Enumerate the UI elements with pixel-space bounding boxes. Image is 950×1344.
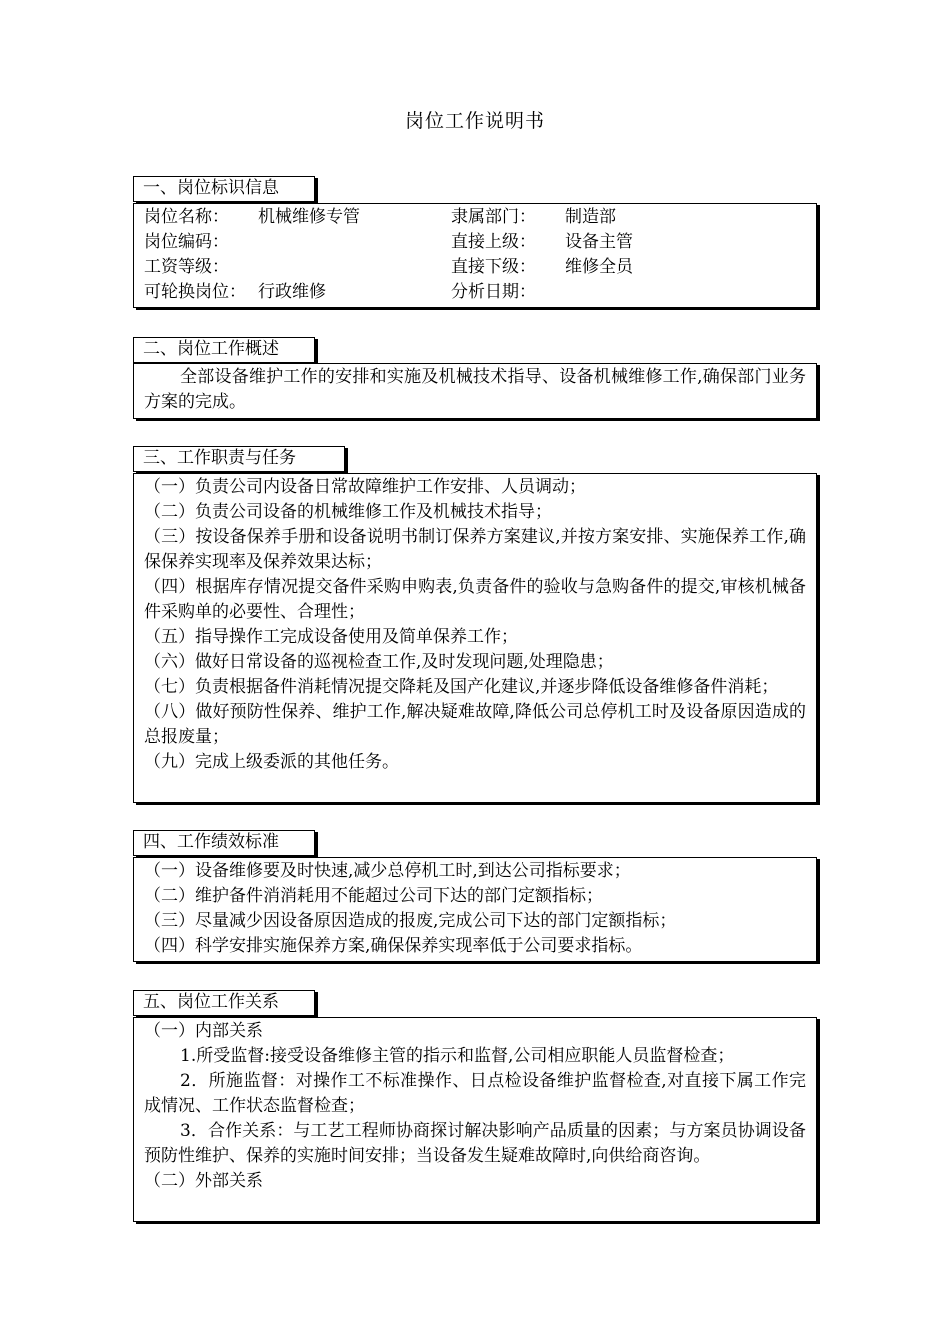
relation-item: 2．所施监督：对操作工不标准操作、日点检设备维护监督检查,对直接下属工作完成情况、工作状态监督检查； xyxy=(144,1071,806,1116)
info-key: 工资等级： xyxy=(144,257,229,277)
standard-item: （四）科学安排实施保养方案,确保保养实现率低于公司要求指标。 xyxy=(144,936,643,956)
duty-item: （六）做好日常设备的巡视检查工作,及时发现问题,处理隐患； xyxy=(144,652,614,672)
duty-item: （一）负责公司内设备日常故障维护工作安排、人员调动； xyxy=(144,477,586,497)
duty-item: （四）根据库存情况提交备件采购申购表,负责备件的验收与急购备件的提交,审核机械备件采购单的必要性、合理性； xyxy=(144,577,806,622)
section-2-heading: 二、岗位工作概述 xyxy=(133,337,315,363)
section-2-body xyxy=(133,363,817,419)
duty-item: （五）指导操作工完成设备使用及简单保养工作； xyxy=(144,627,518,647)
info-row xyxy=(144,280,806,305)
info-value: 行政维修 xyxy=(258,282,326,302)
info-key: 直接上级： xyxy=(451,232,536,252)
info-key: 隶属部门： xyxy=(451,207,536,227)
section-3-heading: 三、工作职责与任务 xyxy=(133,446,345,472)
section-1-heading: 一、岗位标识信息 xyxy=(133,176,315,202)
external-relations-label: （二）外部关系 xyxy=(144,1171,263,1191)
info-value xyxy=(258,230,451,255)
section-4-body xyxy=(133,857,817,962)
document-title: 岗位工作说明书 xyxy=(404,110,545,132)
section-5-body xyxy=(133,1017,817,1222)
duty-item: （七）负责根据备件消耗情况提交降耗及国产化建议,并逐步降低设备维修备件消耗； xyxy=(144,677,779,697)
standard-item: （一）设备维修要及时快速,减少总停机工时,到达公司指标要求； xyxy=(144,861,631,881)
info-key: 分析日期： xyxy=(451,282,536,302)
section-3-body xyxy=(133,473,817,803)
duty-item: （八）做好预防性保养、维护工作,解决疑难故障,降低公司总停机工时及设备原因造成的总报废量； xyxy=(144,702,806,747)
info-row xyxy=(144,205,806,230)
info-value xyxy=(258,255,451,280)
info-key: 可轮换岗位： xyxy=(144,282,246,302)
section-5-heading: 五、岗位工作关系 xyxy=(133,990,315,1016)
relation-item: 3．合作关系：与工艺工程师协商探讨解决影响产品质量的因素；与方案员协调设备预防性维护、保养的实施时间安排；当设备发生疑难故障时,向供给商咨询。 xyxy=(144,1121,806,1166)
info-value: 制造部 xyxy=(565,207,616,227)
duty-item: （九）完成上级委派的其他任务。 xyxy=(144,752,399,772)
info-value xyxy=(565,280,806,305)
info-key: 直接下级： xyxy=(451,257,536,277)
relation-item: 1.所受监督:接受设备维修主管的指示和监督,公司相应职能人员监督检查； xyxy=(180,1046,735,1066)
info-row xyxy=(144,230,806,255)
info-value: 机械维修专管 xyxy=(258,207,360,227)
internal-relations-label: （一）内部关系 xyxy=(144,1021,263,1041)
section-1-body xyxy=(133,203,817,308)
summary-text: 全部设备维护工作的安排和实施及机械技术指导、设备机械维修工作,确保部门业务方案的完成。 xyxy=(144,367,806,412)
info-value: 维修全员 xyxy=(565,257,633,277)
section-4-heading: 四、工作绩效标准 xyxy=(133,830,315,856)
standard-item: （三）尽量减少因设备原因造成的报废,完成公司下达的部门定额指标； xyxy=(144,911,677,931)
info-key: 岗位编码： xyxy=(144,232,229,252)
info-row xyxy=(144,255,806,280)
duty-item: （三）按设备保养手册和设备说明书制订保养方案建议,并按方案安排、实施保养工作,确保保养实现率及保养效果达标； xyxy=(144,527,806,572)
duty-item: （二）负责公司设备的机械维修工作及机械技术指导； xyxy=(144,502,552,522)
info-key: 岗位名称： xyxy=(144,207,229,227)
info-value: 设备主管 xyxy=(565,232,633,252)
standard-item: （二）维护备件消消耗用不能超过公司下达的部门定额指标； xyxy=(144,886,603,906)
